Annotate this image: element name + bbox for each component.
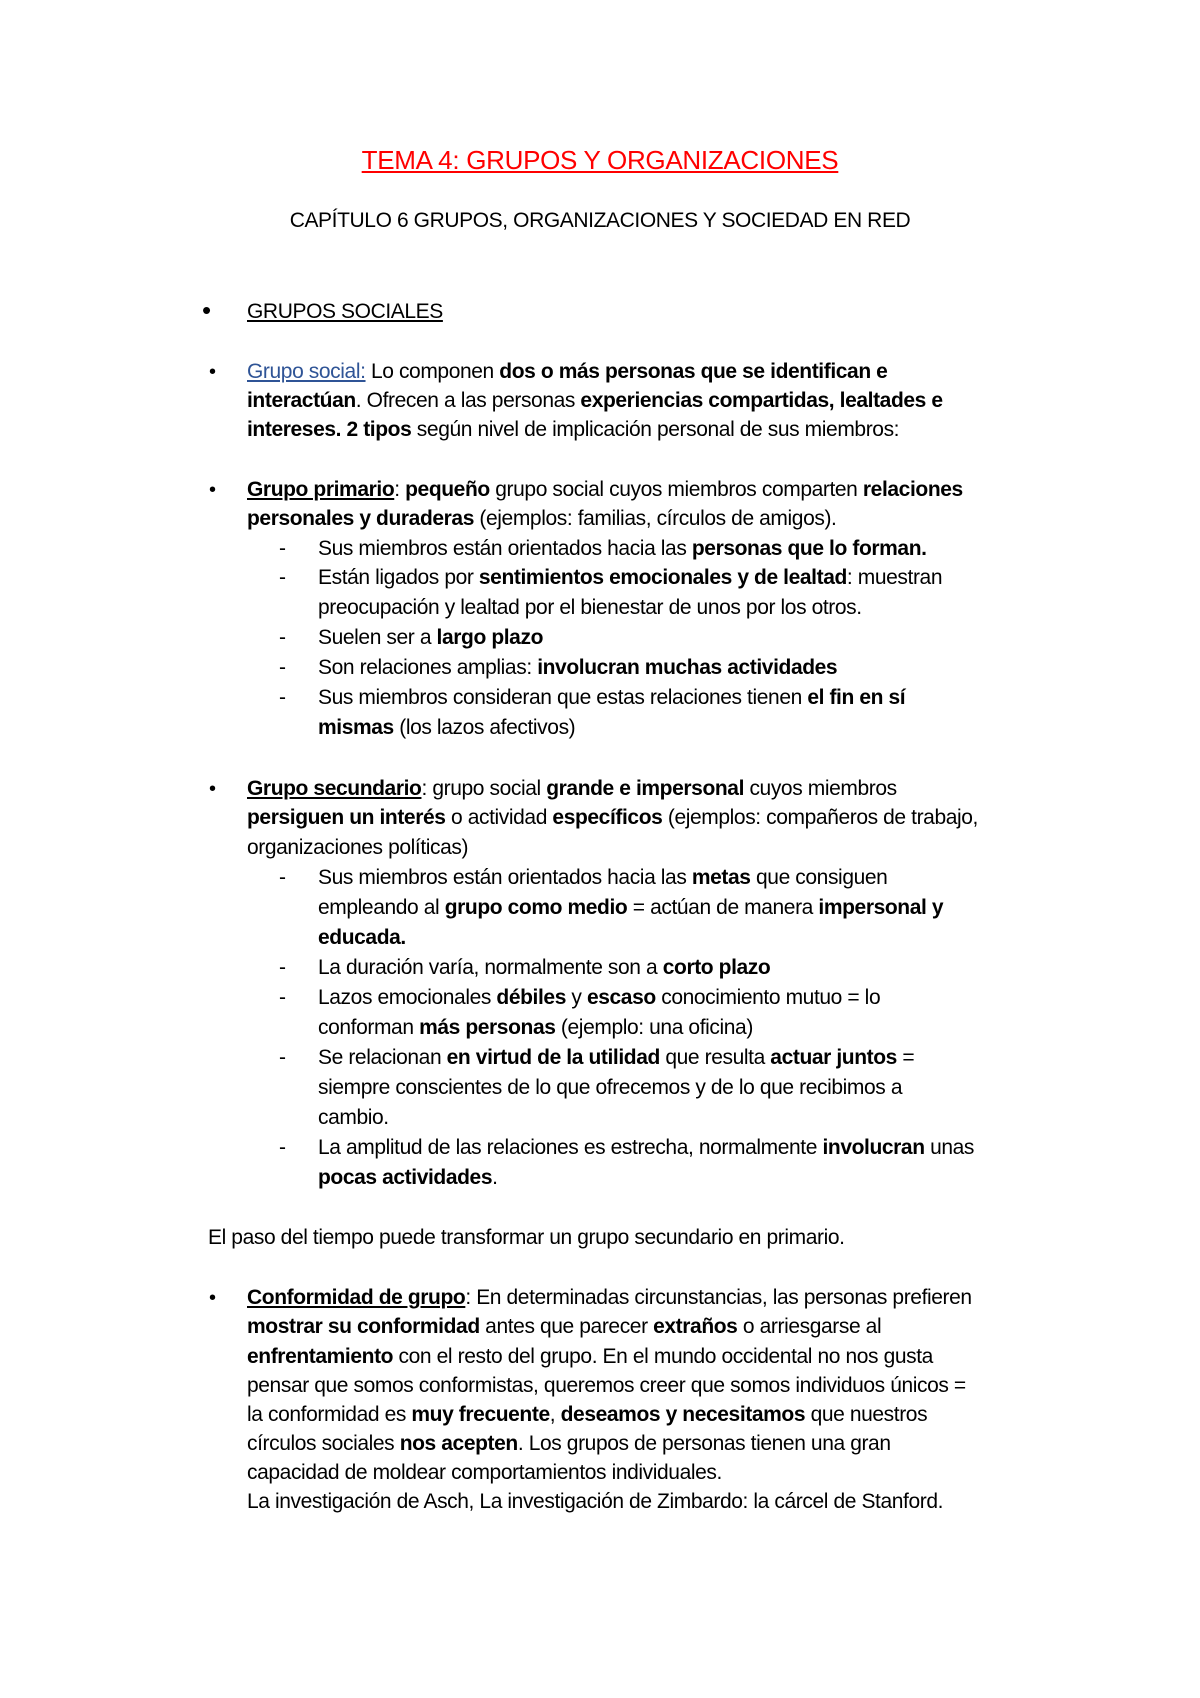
bullet: • xyxy=(209,778,217,800)
list-item: Sus miembros están orientados hacia las metas que consiguen xyxy=(318,866,888,889)
conformidad-line-1: Conformidad de grupo: En determinadas circunstancias, las personas prefieren xyxy=(247,1286,972,1309)
grupo-social-term: Grupo social: xyxy=(247,360,366,383)
conformidad-line-4: pensar que somos conformistas, queremos creer que somos individuos únicos = xyxy=(247,1374,966,1397)
list-item-continuation: siempre conscientes de lo que ofrecemos y de lo que recibimos a xyxy=(318,1076,903,1099)
dash: - xyxy=(279,956,286,979)
bullet: • xyxy=(202,295,212,325)
grupo-primario-term: Grupo primario xyxy=(247,478,395,501)
dash: - xyxy=(279,866,286,889)
list-item: Son relaciones amplias: involucran muchas actividades xyxy=(318,656,838,679)
dash: - xyxy=(279,626,286,649)
list-item: Sus miembros están orientados hacia las personas que lo forman. xyxy=(318,537,927,560)
grupo-social-line-1: Grupo social: Lo componen dos o más personas que se identifican e xyxy=(247,360,888,383)
bullet: • xyxy=(209,1287,217,1309)
bullet: • xyxy=(209,361,217,383)
list-item: Lazos emocionales débiles y escaso conocimiento mutuo = lo xyxy=(318,986,881,1009)
list-item: Suelen ser a largo plazo xyxy=(318,626,543,649)
grupo-secundario-line-1: Grupo secundario: grupo social grande e impersonal cuyos miembros xyxy=(247,777,897,800)
conformidad-line-7: capacidad de moldear comportamientos individuales. xyxy=(247,1461,722,1484)
list-item: La duración varía, normalmente son a corto plazo xyxy=(318,956,771,979)
conformidad-line-3: enfrentamiento con el resto del grupo. En el mundo occidental no nos gusta xyxy=(247,1345,933,1368)
list-item: Sus miembros consideran que estas relaciones tienen el fin en sí xyxy=(318,686,906,709)
dash: - xyxy=(279,1046,286,1069)
dash: - xyxy=(279,656,286,679)
list-item-continuation: conforman más personas (ejemplo: una oficina) xyxy=(318,1016,753,1039)
grupo-primario-line-1: Grupo primario: pequeño grupo social cuyos miembros comparten relaciones xyxy=(247,478,963,501)
dash: - xyxy=(279,537,286,560)
conformidad-line-6: círculos sociales nos acepten. Los grupos de personas tienen una gran xyxy=(247,1432,891,1455)
dash: - xyxy=(279,1136,286,1159)
dash: - xyxy=(279,986,286,1009)
page-title: TEMA 4: GRUPOS Y ORGANIZACIONES xyxy=(361,145,839,175)
list-item: La amplitud de las relaciones es estrecha, normalmente involucran unas xyxy=(318,1136,975,1159)
grupo-primario-line-2: personales y duraderas (ejemplos: familias, círculos de amigos). xyxy=(247,507,837,530)
dash: - xyxy=(279,686,286,709)
list-item-continuation: educada. xyxy=(318,926,406,949)
list-item-continuation: pocas actividades. xyxy=(318,1166,498,1189)
section-heading: GRUPOS SOCIALES xyxy=(247,300,443,323)
grupo-secundario-term: Grupo secundario xyxy=(247,777,422,800)
grupo-social-line-3: intereses. 2 tipos según nivel de implicación personal de sus miembros: xyxy=(247,418,900,441)
dash: - xyxy=(279,566,286,589)
list-item-continuation: cambio. xyxy=(318,1106,389,1129)
list-item: Están ligados por sentimientos emocionales y de lealtad: muestran xyxy=(318,566,943,589)
list-item: Se relacionan en virtud de la utilidad que resulta actuar juntos = xyxy=(318,1046,915,1069)
grupo-secundario-line-2: persiguen un interés o actividad específicos (ejemplos: compañeros de trabajo, xyxy=(247,806,978,829)
bullet: • xyxy=(209,479,217,501)
list-item-continuation: preocupación y lealtad por el bienestar de unos por los otros. xyxy=(318,596,862,619)
list-item-continuation: empleando al grupo como medio = actúan de manera impersonal y xyxy=(318,896,944,919)
list-item-continuation: mismas (los lazos afectivos) xyxy=(318,716,576,739)
chapter-subtitle: CAPÍTULO 6 GRUPOS, ORGANIZACIONES Y SOCIEDAD EN RED xyxy=(289,209,911,232)
grupo-social-line-2: interactúan. Ofrecen a las personas experiencias compartidas, lealtades e xyxy=(247,389,943,412)
conformidad-line-2: mostrar su conformidad antes que parecer extraños o arriesgarse al xyxy=(247,1315,882,1338)
grupo-secundario-line-3: organizaciones políticas) xyxy=(247,836,469,859)
conformidad-term: Conformidad de grupo xyxy=(247,1286,466,1309)
transition-paragraph: El paso del tiempo puede transformar un grupo secundario en primario. xyxy=(208,1226,845,1249)
conformidad-line-5: la conformidad es muy frecuente, deseamos y necesitamos que nuestros xyxy=(247,1403,928,1426)
conformidad-line-8: La investigación de Asch, La investigación de Zimbardo: la cárcel de Stanford. xyxy=(247,1490,944,1513)
